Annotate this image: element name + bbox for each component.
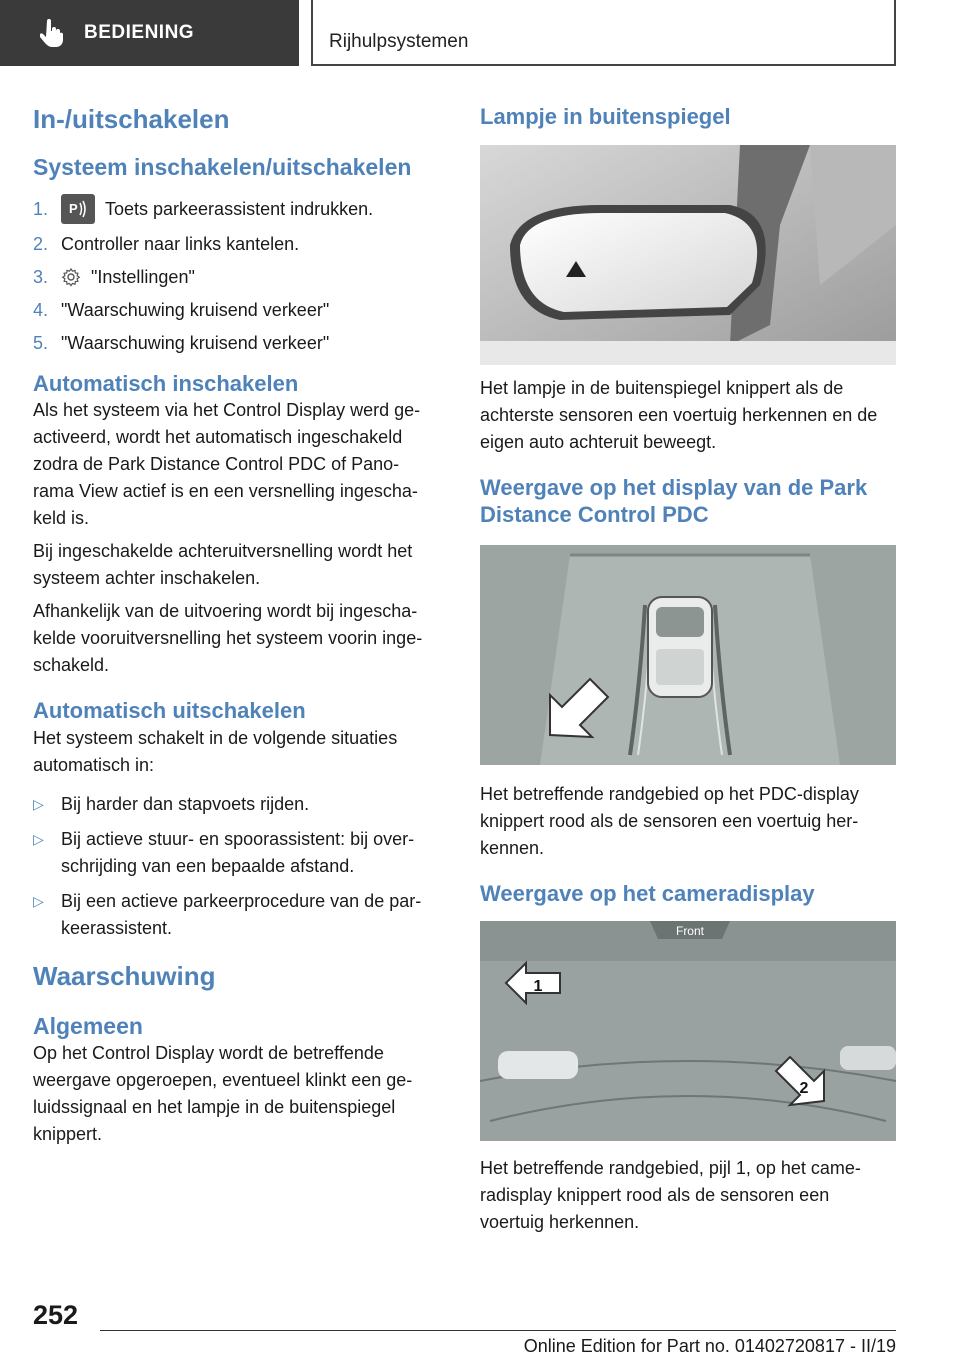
heading-warning: Waarschuwing bbox=[33, 960, 216, 991]
section-tab bbox=[0, 0, 299, 66]
heading-camera: Weergave op het cameradisplay bbox=[480, 880, 815, 906]
step-number: 3. bbox=[33, 266, 49, 287]
subheading-system: Systeem inschakelen/uitschakelen bbox=[33, 153, 412, 180]
step-text: Toets parkeerassistent indrukken. bbox=[105, 198, 374, 219]
paragraph: Als het systeem via het Control Display werd ge‐ activeerd, wordt het automatisch ingeschakeld zodra de Park Distance Control PDC of Pano‐ rama View actief is en een versnelling ingescha‐ keld is. bbox=[33, 400, 421, 529]
steps-list bbox=[33, 194, 445, 356]
right-column bbox=[480, 95, 896, 1236]
step-item bbox=[33, 297, 445, 323]
chapter-title: Rijhulpsystemen bbox=[329, 31, 469, 52]
gear-icon bbox=[61, 267, 81, 287]
step-text: "Waarschuwing kruisend verkeer" bbox=[61, 332, 330, 353]
step-item bbox=[33, 194, 445, 224]
pdc-display-figure bbox=[480, 545, 896, 765]
step-text: "Waarschuwing kruisend verkeer" bbox=[61, 299, 330, 320]
paragraph: Het systeem schakelt in de volgende situaties automatisch in: bbox=[33, 727, 398, 775]
step-text: "Instellingen" bbox=[91, 266, 195, 287]
arrow-2-label: 2 bbox=[799, 1080, 809, 1097]
page-number: 252 bbox=[33, 1300, 79, 1330]
triangle-right-icon: ▷ bbox=[33, 892, 44, 909]
page-heading: In-/uitschakelen bbox=[33, 104, 230, 134]
section-title: BEDIENING bbox=[84, 22, 195, 43]
heading-auto-off: Automatisch uitschakelen bbox=[33, 698, 306, 724]
subheading-general: Algemeen bbox=[33, 1012, 143, 1039]
park-assist-button-icon bbox=[61, 194, 95, 224]
front-label: Front bbox=[675, 924, 705, 938]
footer-divider bbox=[100, 1330, 896, 1331]
svg-text:P: P bbox=[69, 200, 78, 216]
heading-pdc: Weergave op het display van de Park Distance Control PDC bbox=[480, 474, 868, 527]
list-item bbox=[33, 888, 445, 942]
triangle-right-icon: ▷ bbox=[33, 830, 44, 847]
left-column bbox=[33, 95, 445, 1148]
list-item-text: Bij een actieve parkeerprocedure van de par‐ keerassistent. bbox=[61, 890, 422, 938]
step-number: 4. bbox=[33, 299, 49, 320]
triangle-right-icon: ▷ bbox=[33, 795, 44, 812]
list-item bbox=[33, 826, 445, 880]
bullet-list bbox=[33, 791, 445, 942]
step-number: 5. bbox=[33, 332, 49, 353]
paragraph: Op het Control Display wordt de betreffende weergave opgeroepen, eventueel klinkt een ge‐ luidssignaal en het lampje in de buitenspiegel knippert. bbox=[33, 1043, 413, 1145]
step-text: Controller naar links kantelen. bbox=[61, 233, 300, 254]
figure-caption: Het lampje in de buitenspiegel knippert als de achterste sensoren een voertuig herkennen en de eigen auto achteruit beweegt. bbox=[480, 377, 878, 452]
hand-pointer-icon bbox=[40, 19, 64, 47]
arrow-1-label: 1 bbox=[533, 978, 543, 995]
step-item bbox=[33, 330, 445, 356]
paragraph: Afhankelijk van de uitvoering wordt bij ingescha‐ kelde vooruitversnelling het systeem voorin inge‐ schakeld. bbox=[33, 601, 423, 676]
chapter-header bbox=[311, 0, 896, 66]
heading-mirror: Lampje in buitenspiegel bbox=[480, 104, 731, 129]
camera-display-figure bbox=[480, 921, 896, 1141]
list-item bbox=[33, 791, 445, 818]
step-number: 2. bbox=[33, 233, 49, 254]
footer-edition: Online Edition for Part no. 01402720817 - II/19 bbox=[523, 1336, 896, 1356]
list-item-text: Bij harder dan stapvoets rijden. bbox=[61, 793, 310, 814]
list-item-text: Bij actieve stuur- en spoorassistent: bij over‐ schrijding van een bepaalde afstand. bbox=[61, 828, 415, 876]
step-item bbox=[33, 231, 445, 257]
heading-auto-on: Automatisch inschakelen bbox=[33, 370, 299, 396]
mirror-figure bbox=[480, 145, 896, 365]
figure-caption: Het betreffende randgebied, pijl 1, op het came‐ radisplay knippert rood als de sensoren een voertuig herkennen. bbox=[480, 1158, 861, 1232]
step-item bbox=[33, 264, 445, 290]
step-number: 1. bbox=[33, 198, 49, 219]
paragraph: Bij ingeschakelde achteruitversnelling wordt het systeem achter inschakelen. bbox=[33, 541, 413, 589]
figure-caption: Het betreffende randgebied op het PDC-display knippert rood als de sensoren een voertuig her‐ kennen. bbox=[480, 783, 859, 858]
